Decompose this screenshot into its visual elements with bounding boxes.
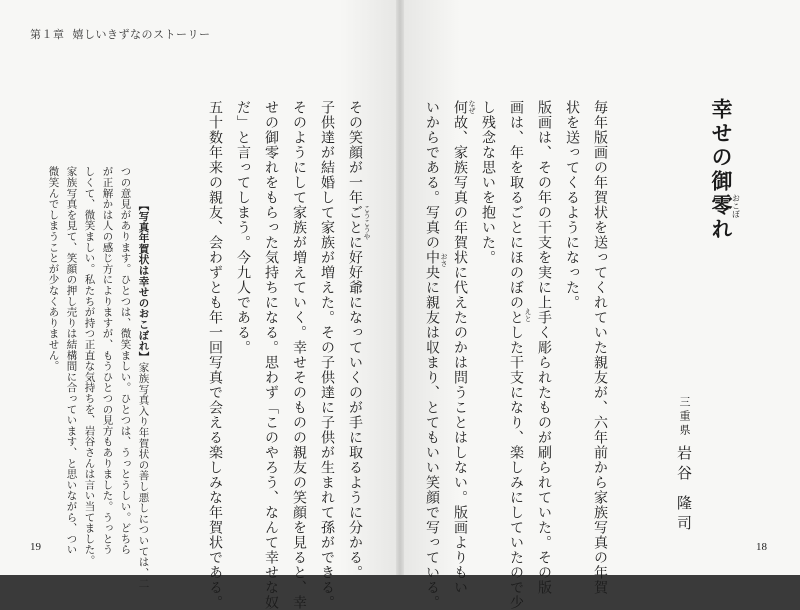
body-line: 状を送ってくるようになった。 <box>564 100 580 310</box>
ruby-annotation: えと <box>524 308 532 322</box>
body-line: だ」と言ってしまう。今九人である。 <box>235 100 251 355</box>
note-line: 微笑んでしまうことが少なくありません。 <box>47 166 60 372</box>
left-page <box>0 0 400 575</box>
story-title <box>706 98 740 242</box>
ruby-annotation: なぜ <box>468 100 476 114</box>
running-head <box>30 26 211 42</box>
story-title-ruby: 零おこぼ <box>709 194 741 218</box>
author-prefecture: 三重県 <box>678 396 691 438</box>
body-line: し残念な思いを抱いた。 <box>480 100 496 265</box>
body-line: 何故、家族写真の年賀状に代えたのかは問うことはしない。版画よりもい <box>452 100 468 595</box>
body-line: せの御零れをもらった気持ちになる。思わず「このやろう、なんて幸せな奴 <box>263 100 279 610</box>
chapter-title: 嬉しいきずなのストーリー <box>72 28 211 41</box>
author-name: 岩谷 隆司 <box>675 445 693 535</box>
story-title-part: れ <box>709 218 733 242</box>
note-line: 家族写真を見て、笑顔の押し売りは結構間に合っています、と思いながら、つい <box>65 166 78 555</box>
ruby-annotation: おさ <box>440 253 448 267</box>
body-line: 画は、年を取るごとにほのぼのとした干支になり、楽しみにしていたので少 <box>508 100 524 610</box>
body-line: いからである。写真の中央に親友は収まり、とてもいい笑顔で写っている。 <box>424 100 440 610</box>
note-line: 【写真年賀状は幸せのおこぼれ】家族写真入り年賀状の善し悪しについては、二 <box>137 200 150 589</box>
page-number-left: 19 <box>30 541 41 553</box>
body-line: 毎年版画の年賀状を送ってくれていた親友が、六年前から家族写真の年賀 <box>592 100 608 595</box>
book-gutter <box>396 0 404 575</box>
note-line: しくて、微笑ましい。私たちが持つ正直な気持ちを、岩谷さんは言い当てました。 <box>83 166 96 566</box>
body-line: そのようにして家族が増えていく。幸せそのものの親友の笑顔を見ると、幸 <box>291 100 307 610</box>
body-line: 五十数年来の親友、会わずとも年一回写真で会える楽しみな年賀状である。 <box>207 100 223 610</box>
page-number-right: 18 <box>756 541 767 553</box>
story-title-part: 幸せの御 <box>709 98 733 194</box>
note-line: が正解かは人の感じ方によりますが、もうひとつの見方もありました。うっとう <box>101 166 114 555</box>
note-heading: 【写真年賀状は幸せのおこぼれ】 <box>137 200 150 362</box>
ruby-annotation: こうこうや <box>363 205 371 240</box>
note-line: つの意見があります。ひとつは、微笑ましい。ひとつは、うっとうしい。どちら <box>119 166 132 555</box>
body-line: 子供達が結婚して家族が増えた。その子供達に子供が生まれて孫ができる。 <box>319 100 335 610</box>
chapter-label: 第１章 <box>30 28 65 41</box>
body-line: その笑顔が一年ごとに好好爺になっていくのが手に取るように分かる。 <box>347 100 363 580</box>
body-line: 版画は、その年の干支を実に上手く彫られたものが刷られていた。その版 <box>536 100 552 595</box>
